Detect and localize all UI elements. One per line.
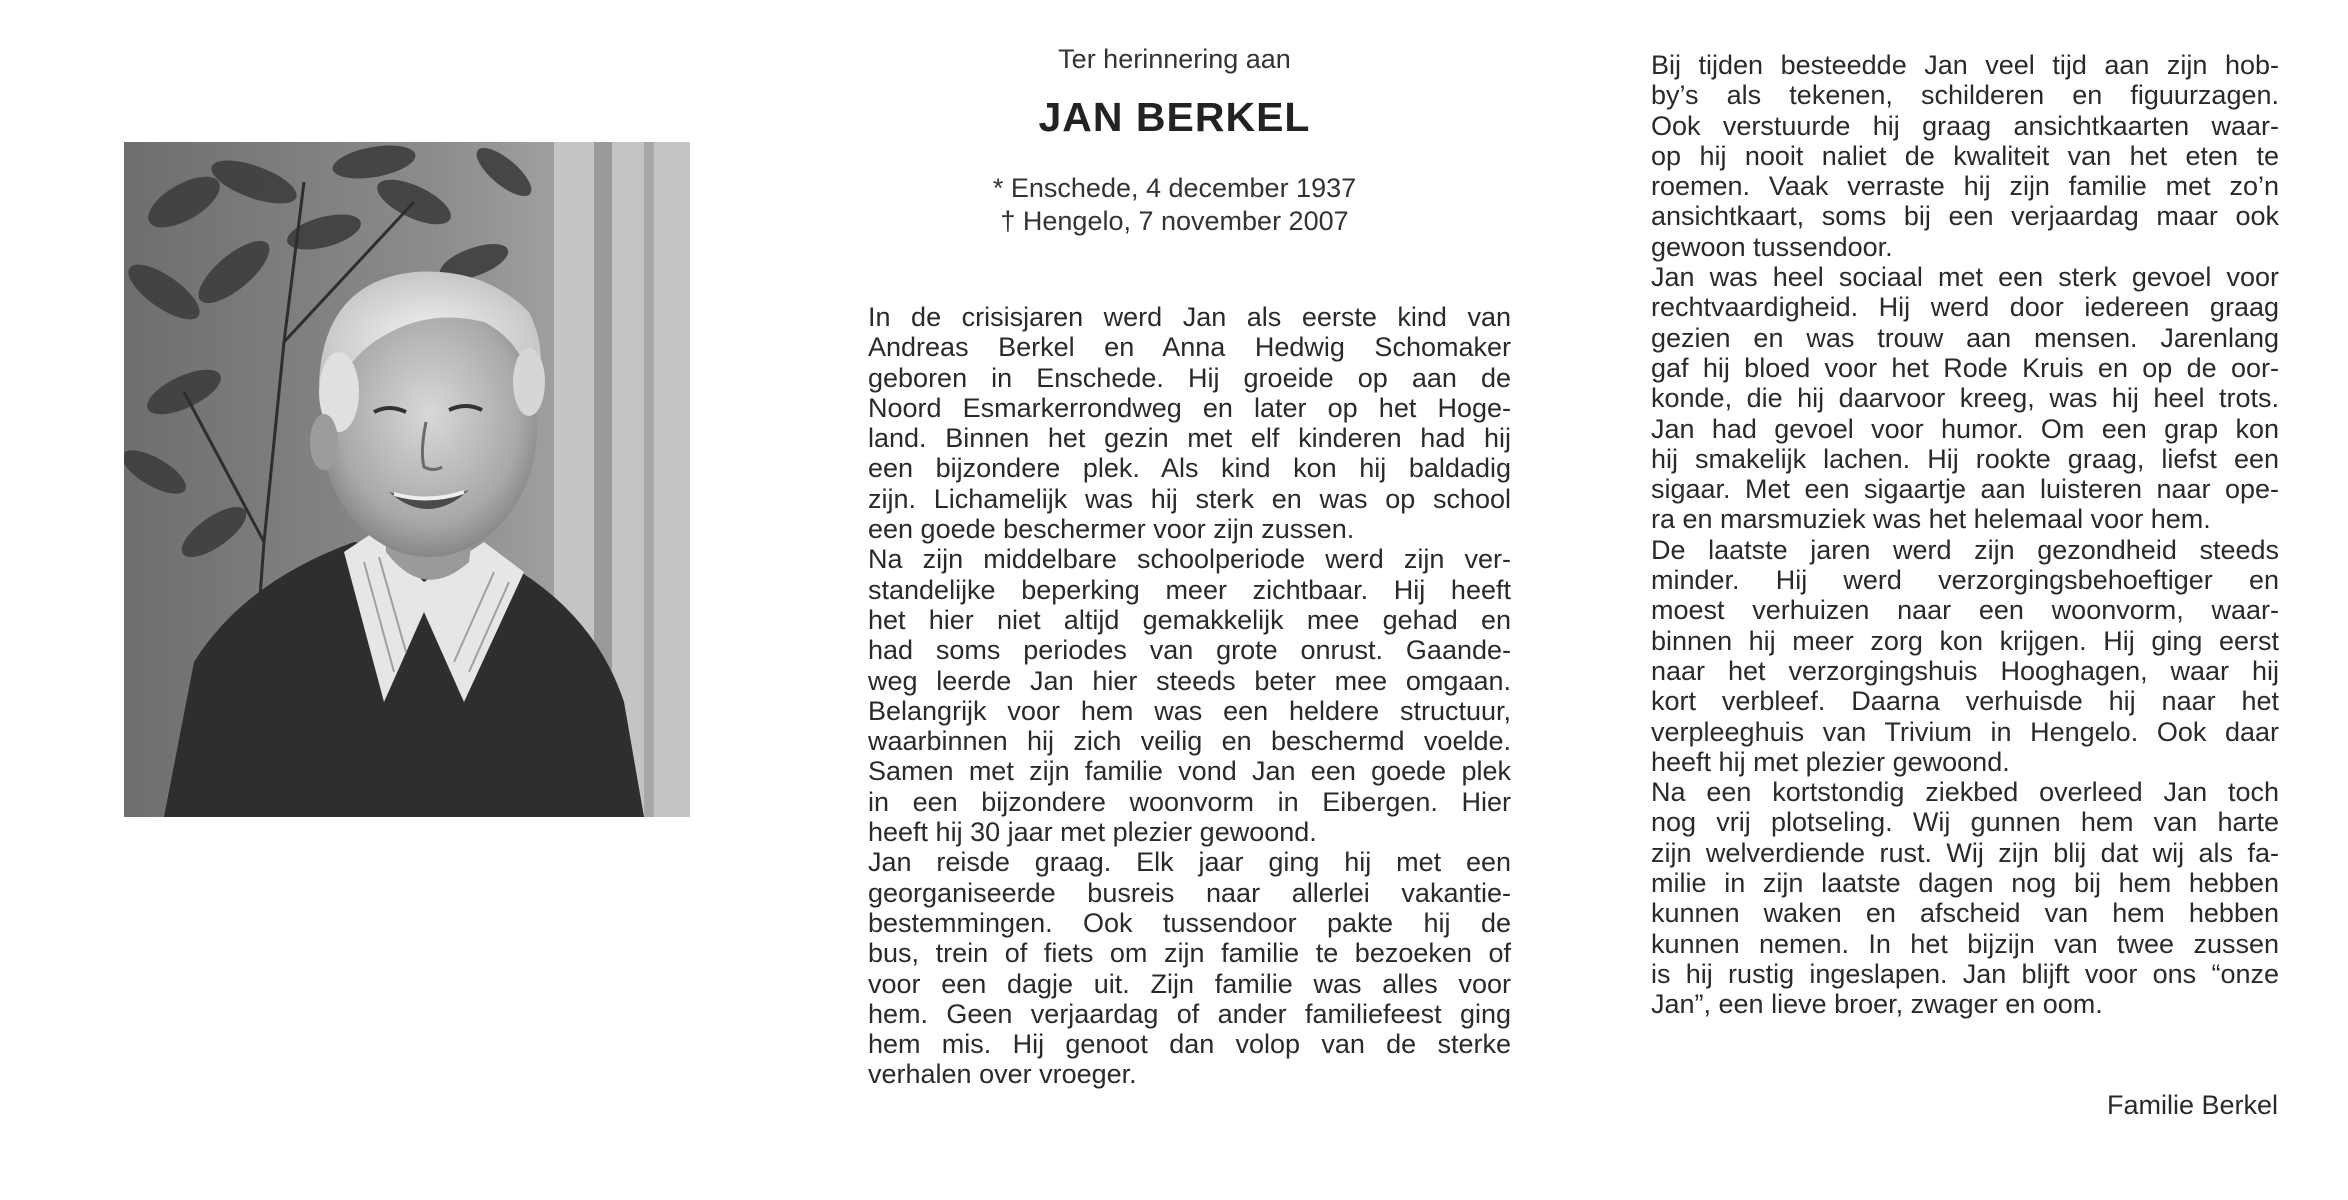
text-line: nog vrij plotseling. Wij gunnen hem van harte [1651, 807, 2279, 838]
text-line: op hij nooit naliet de kwaliteit van het eten te [1651, 140, 2279, 171]
text-line: bestemmingen. Ook tussendoor pakte hij de [868, 907, 1511, 938]
text-line: hem. Geen verjaardag of ander familiefeest ging [868, 998, 1511, 1029]
biography-column-2 [1651, 50, 2279, 1020]
text-line: by’s als tekenen, schilderen en figuurzagen. [1651, 80, 2279, 111]
text-line: weg leerde Jan hier steeds beter mee omgaan. [868, 665, 1511, 696]
text-line: Ook verstuurde hij graag ansichtkaarten waar- [1651, 110, 2279, 141]
biography-column-1 [868, 302, 1511, 1090]
text-line: zijn. Lichamelijk was hij sterk en was op school [868, 483, 1511, 514]
deceased-name: JAN BERKEL [1038, 94, 1311, 140]
text-line: Samen met zijn familie vond Jan een goede plek [868, 756, 1511, 787]
text-line: De laatste jaren werd zijn gezondheid steeds [1651, 534, 2279, 565]
text-line: voor een dagje uit. Zijn familie was alles voor [868, 968, 1511, 999]
life-dates [783, 172, 1566, 238]
text-line: had soms periodes van grote onrust. Gaande- [868, 635, 1511, 666]
text-line: verhalen over vroeger. [868, 1059, 1137, 1090]
text-line: gaf hij bloed voor het Rode Kruis en op de oor- [1651, 352, 2279, 383]
text-line: verpleeghuis van Trivium in Hengelo. Ook daar [1651, 716, 2279, 747]
text-line: in een bijzondere woonvorm in Eibergen. Hier [868, 786, 1511, 817]
text-line: heeft hij 30 jaar met plezier gewoond. [868, 817, 1317, 848]
text-line: sigaar. Met een sigaartje aan luisteren naar ope- [1651, 474, 2279, 505]
text-line: naar het verzorgingshuis Hooghagen, waar hij [1651, 655, 2279, 686]
portrait-photo-icon [124, 142, 690, 817]
text-line: kort verbleef. Daarna verhuisde hij naar het [1651, 686, 2279, 717]
text-line: ra en marsmuziek was het helemaal voor hem. [1651, 504, 2211, 535]
text-line: Na een kortstondig ziekbed overleed Jan toch [1651, 777, 2279, 808]
text-line: kunnen waken en afscheid van hem hebben [1651, 898, 2279, 929]
right-panel [1566, 0, 2348, 1200]
birth-date: * Enschede, 4 december 1937 [992, 173, 1357, 203]
text-line: Na zijn middelbare schoolperiode werd zijn ver- [868, 544, 1511, 575]
text-line: rechtvaardigheid. Hij werd door iedereen graag [1651, 292, 2279, 323]
signature: Familie Berkel [2106, 1090, 2278, 1120]
text-line: bus, trein of fiets om zijn familie te bezoeken of [868, 938, 1511, 969]
text-line: gewoon tussendoor. [1651, 231, 1893, 262]
text-line: Jan”, een lieve broer, zwager en oom. [1651, 989, 2103, 1020]
text-line: gezien en was trouw aan mensen. Jarenlang [1651, 322, 2279, 353]
text-line: Jan was heel sociaal met een sterk gevoel voor [1651, 262, 2279, 293]
text-line: Jan reisde graag. Elk jaar ging hij met een [868, 847, 1511, 878]
text-line: minder. Hij werd verzorgingsbehoeftiger en [1651, 565, 2279, 596]
text-line: moest verhuizen naar een woonvorm, waar- [1651, 595, 2279, 626]
text-line: hem mis. Hij genoot dan volop van de sterke [868, 1029, 1511, 1060]
text-line: een bijzondere plek. Als kind kon hij baldadig [868, 453, 1511, 484]
text-line: geboren in Enschede. Hij groeide op aan de [868, 362, 1511, 393]
text-line: binnen hij meer zorg kon krijgen. Hij ging eerst [1651, 625, 2279, 656]
text-line: kunnen nemen. In het bijzijn van twee zussen [1651, 928, 2279, 959]
text-line: georganiseerde busreis naar allerlei vakantie- [868, 877, 1511, 908]
text-line: land. Binnen het gezin met elf kinderen had hij [868, 423, 1511, 454]
text-line: Belangrijk voor hem was een heldere structuur, [868, 695, 1511, 726]
death-date: † Hengelo, 7 november 2007 [1000, 206, 1349, 236]
text-line: milie in zijn laatste dagen nog bij hem hebben [1651, 868, 2279, 899]
left-panel [0, 0, 783, 1200]
text-line: is hij rustig ingeslapen. Jan blijft voor ons “onze [1651, 958, 2279, 989]
text-line: konde, die hij daarvoor kreeg, was hij heel trots. [1651, 383, 2279, 414]
text-line: standelijke beperking meer zichtbaar. Hij heeft [868, 574, 1511, 605]
text-line: hij smakelijk lachen. Hij rookte graag, liefst een [1651, 443, 2279, 474]
text-line: een goede beschermer voor zijn zussen. [868, 514, 1355, 545]
middle-panel [783, 0, 1566, 1200]
text-line: heeft hij met plezier gewoond. [1651, 746, 2010, 777]
text-line: waarbinnen hij zich veilig en beschermd voelde. [868, 726, 1511, 757]
text-line: zijn welverdiende rust. Wij zijn blij dat wij als fa- [1651, 837, 2279, 868]
text-line: In de crisisjaren werd Jan als eerste kind van [868, 302, 1511, 332]
text-line: het hier niet altijd gemakkelijk mee gehad en [868, 604, 1511, 635]
text-line: Noord Esmarkerrondweg en later op het Hoge- [868, 392, 1511, 423]
text-line: Bij tijden besteedde Jan veel tijd aan zijn hob- [1651, 50, 2279, 80]
text-line: ansichtkaart, soms bij een verjaardag maar ook [1651, 201, 2279, 232]
intro-text: Ter herinnering aan [1058, 44, 1291, 74]
text-line: roemen. Vaak verraste hij zijn familie met zo’n [1651, 171, 2279, 202]
text-line: Andreas Berkel en Anna Hedwig Schomaker [868, 332, 1511, 363]
text-line: Jan had gevoel voor humor. Om een grap kon [1651, 413, 2279, 444]
